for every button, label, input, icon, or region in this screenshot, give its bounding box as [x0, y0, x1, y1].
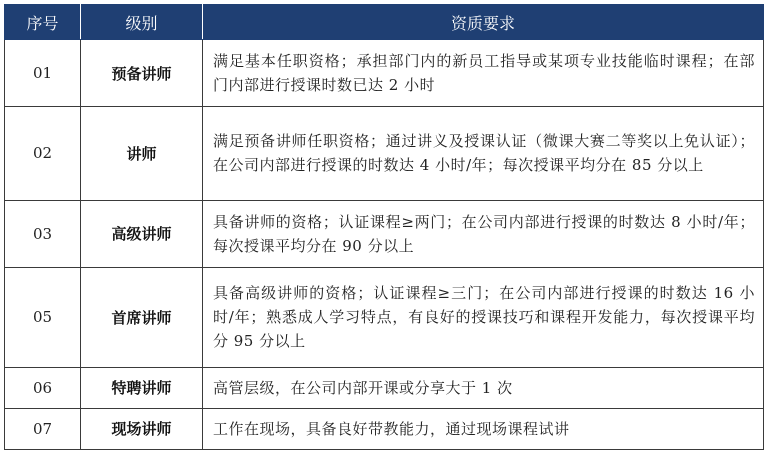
table-row	[5, 367, 764, 408]
row-no: 02	[5, 107, 81, 200]
row-requirement: 高管层级，在公司内部开课或分享大于 1 次	[203, 367, 764, 408]
header-row	[5, 5, 764, 40]
table-row	[5, 107, 764, 200]
row-level: 首席讲师	[81, 267, 203, 367]
header-requirement: 资质要求	[203, 5, 764, 40]
row-requirement: 工作在现场，具备良好带教能力，通过现场课程试讲	[203, 408, 764, 449]
row-no: 05	[5, 267, 81, 367]
table-row	[5, 200, 764, 267]
row-no: 06	[5, 367, 81, 408]
table-row	[5, 40, 764, 107]
row-requirement: 具备高级讲师的资格；认证课程≥三门；在公司内部进行授课的时数达 16 小时/年；熟悉成人学习特点，有良好的授课技巧和课程开发能力，每次授课平均分 95 分以上	[203, 267, 764, 367]
row-requirement: 满足预备讲师任职资格；通过讲义及授课认证（微课大赛二等奖以上免认证）；在公司内部进行授课的时数达 4 小时/年；每次授课平均分在 85 分以上	[203, 107, 764, 200]
row-no: 07	[5, 408, 81, 449]
row-no: 03	[5, 200, 81, 267]
table-row	[5, 267, 764, 367]
table-body	[5, 40, 764, 450]
header-level: 级别	[81, 5, 203, 40]
row-level: 预备讲师	[81, 40, 203, 107]
row-level: 讲师	[81, 107, 203, 200]
row-no: 01	[5, 40, 81, 107]
row-level: 现场讲师	[81, 408, 203, 449]
row-requirement: 满足基本任职资格；承担部门内的新员工指导或某项专业技能临时课程；在部门内部进行授课时数已达 2 小时	[203, 40, 764, 107]
row-level: 特聘讲师	[81, 367, 203, 408]
row-requirement: 具备讲师的资格；认证课程≥两门；在公司内部进行授课的时数达 8 小时/年；每次授课平均分在 90 分以上	[203, 200, 764, 267]
row-level: 高级讲师	[81, 200, 203, 267]
header-no: 序号	[5, 5, 81, 40]
lecturer-qualification-table	[4, 4, 764, 450]
table-row	[5, 408, 764, 449]
table-header	[5, 5, 764, 40]
